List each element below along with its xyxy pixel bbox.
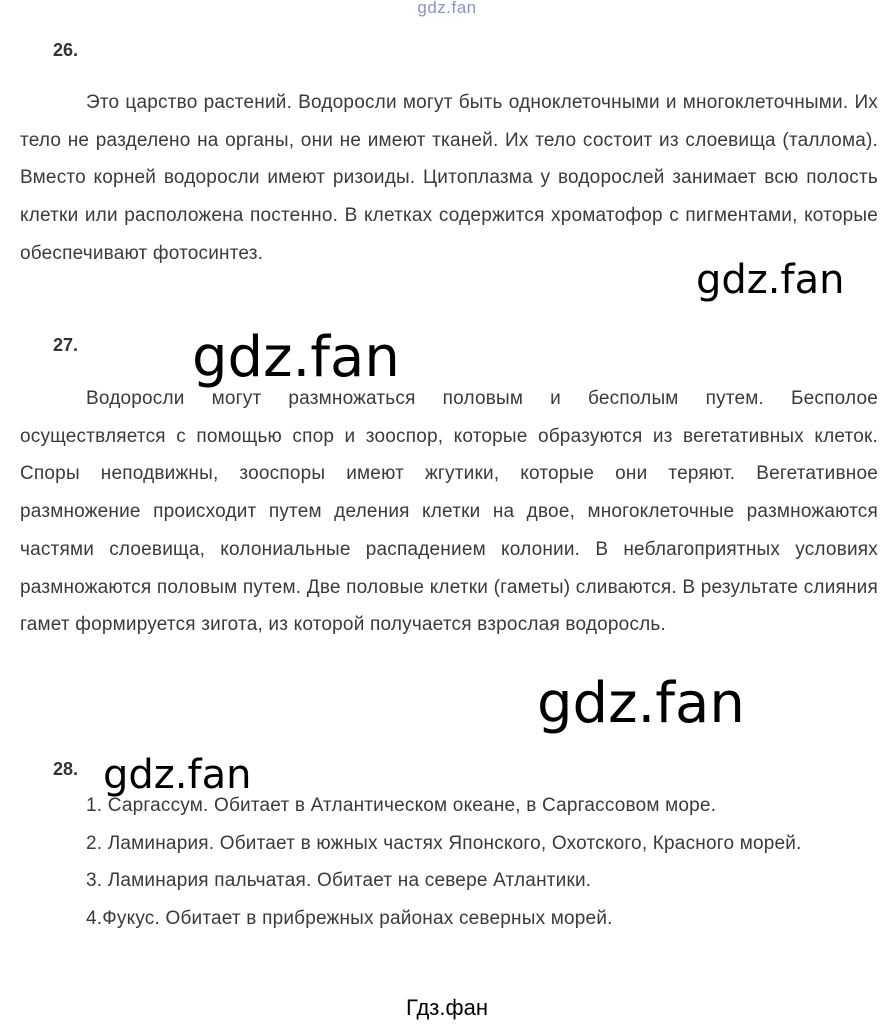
task-28-list [20, 787, 878, 938]
list-item: 4.Фукус. Обитает в прибрежных районах северных морей. [86, 908, 613, 930]
task-number-27: 27. [53, 335, 79, 355]
watermark: gdz.fan [103, 752, 252, 798]
task-number-28: 28. [53, 759, 79, 779]
watermark: gdz.fan [537, 671, 745, 736]
site-mark-top: gdz.fan [417, 0, 477, 17]
list-item: 3. Ламинария пальчатая. Обитает на севере Атлантики. [86, 870, 592, 892]
list-item: 2. Ламинария. Обитает в южных частях Японского, Охотского, Красного морей. [86, 832, 802, 854]
task-26-paragraph: Это царство растений. Водоросли могут быть одноклеточными и многоклеточными. Их тело не разделено на органы, они не имеют тканей. Их тело состоит из слоевища (таллома). Вместо корней водоросли имеют ризоиды. Цитоплазма у водорослей занимает всю полость клетки или расположена постенно. В клетках содержится хроматофор с пигментами, которые обеспечивают фотосинтез. [20, 92, 878, 264]
watermark: gdz.fan [696, 257, 845, 303]
watermark: gdz.fan [192, 325, 400, 390]
list-item: 1. Саргассум. Обитает в Атлантическом океане, в Саргассовом море. [86, 795, 717, 816]
task-number-26: 26. [53, 40, 79, 60]
footer-site-name: Гдз.фан [406, 995, 488, 1020]
task-27-paragraph: Водоросли могут размножаться половым и бесполым путем. Бесполое осуществляется с помощью спор и зооспор, которые образуются из вегетативных клеток. Споры неподвижны, зооспоры имеют жгутики, которые они теряют. Вегетативное размножение происходит путем деления клетки на двое, многоклеточные размножаются частями слоевища, колониальные распадением колонии. В неблагоприятных условиях размножаются половым путем. Две половые клетки (гаметы) сливаются. В результате слияния гамет формируется зигота, из которой получается взрослая водоросль. [20, 388, 878, 636]
